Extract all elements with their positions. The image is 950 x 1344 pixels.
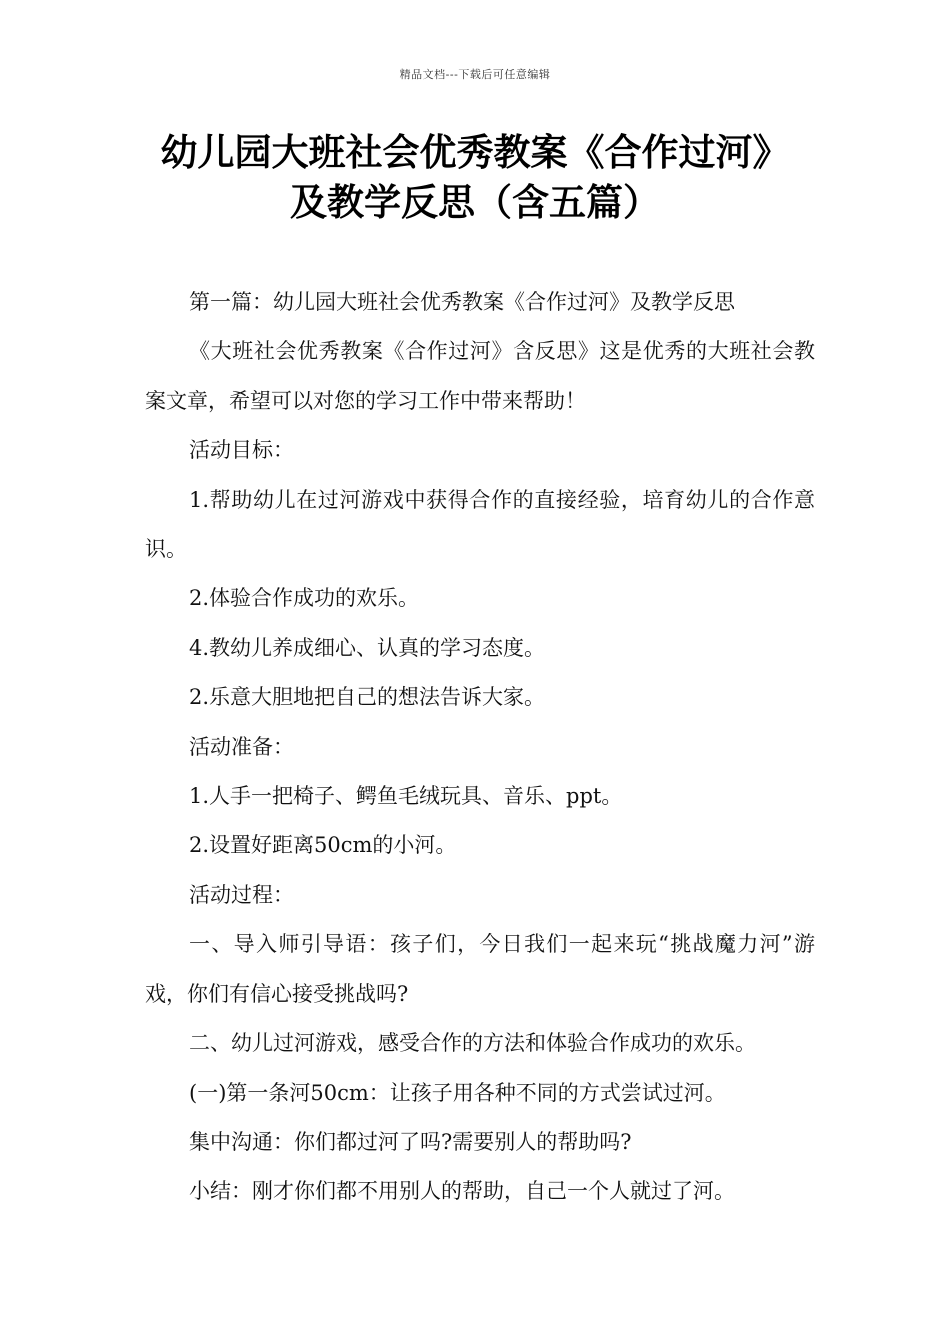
title-line-2: 及教学反思（含五篇） bbox=[290, 181, 660, 224]
preparation-item: 2.设置好距离50cm的小河。 bbox=[189, 833, 457, 858]
preparation-item: 1.人手一把椅子、鳄鱼毛绒玩具、音乐、ppt。 bbox=[189, 784, 623, 809]
document-body bbox=[145, 278, 815, 1217]
goal-item: 4.教幼儿养成细心、认真的学习态度。 bbox=[189, 635, 546, 660]
goal-item: 1.帮助幼儿在过河游戏中获得合作的直接经验，培育幼儿的合作意识。 bbox=[145, 487, 815, 562]
process-step: 小结：刚才你们都不用别人的帮助，自己一个人就过了河。 bbox=[189, 1179, 735, 1204]
process-step: 一、导入师引导语：孩子们，今日我们一起来玩“挑战魔力河”游戏，你们有信心接受挑战吗? bbox=[145, 932, 815, 1006]
process-step: (一)第一条河50cm：让孩子用各种不同的方式尝试过河。 bbox=[189, 1080, 726, 1105]
goal-item: 2.乐意大胆地把自己的想法告诉大家。 bbox=[189, 685, 546, 710]
process-step: 集中沟通：你们都过河了吗?需要别人的帮助吗? bbox=[189, 1129, 632, 1154]
goals-heading: 活动目标： bbox=[189, 438, 294, 463]
preparation-heading: 活动准备： bbox=[189, 734, 294, 759]
goal-item: 2.体验合作成功的欢乐。 bbox=[189, 586, 420, 611]
process-step: 二、幼儿过河游戏，感受合作的方法和体验合作成功的欢乐。 bbox=[189, 1031, 756, 1056]
section-heading: 第一篇：幼儿园大班社会优秀教案《合作过河》及教学反思 bbox=[189, 290, 735, 314]
header-note: 精品文档---下载后可任意编辑 bbox=[399, 68, 551, 81]
intro-paragraph: 《大班社会优秀教案《合作过河》含反思》这是优秀的大班社会教案文章，希望可以对您的学习工作中带来帮助！ bbox=[145, 339, 815, 413]
title-line-1: 幼儿园大班社会优秀教案《合作过河》 bbox=[160, 131, 790, 174]
process-heading: 活动过程： bbox=[189, 882, 294, 907]
document-title bbox=[0, 128, 950, 228]
